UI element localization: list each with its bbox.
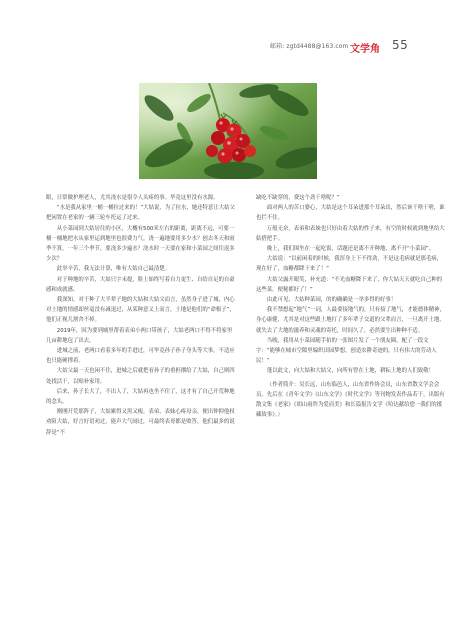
- author-bio: （作者简介：吴长远，山东临邑人，山东省作协会员，山东省散文学会会员，先后在《青年文学》《山东文学》《时代文学》等刊物发表作品若干，出版有散文集《老家》《胡山雨炸为爱而美》和长篇报告文学《哈达献给您一我们的援藏故事》。）: [256, 381, 445, 419]
- page-number: 55: [392, 38, 409, 52]
- paragraph: 蓬以此文，向大姑和大姑父，向所有曾在土地，耕耘土地的人们致敬！: [266, 368, 434, 375]
- paragraph: 当晚，我用从小菜园随手拍的一张图片发了一个朋友圈，配了一段文字：“能够在城市空隙里编织田园梦想，创造农耕奇迹的，只有伟大的劳动人民！”: [256, 337, 437, 365]
- paragraph: 从小菜园到大姑居住的小区，大概有500米左右的距离，距离不远，可要一桶一桶地把水从家里运到地里也很费力气。浇一遍地要用多少水？创去冬天和雨季不算，一年三个季节，要浇多少遍水？浇水时一天要在家和小菜园之间往返多少次？: [46, 225, 235, 263]
- paragraph: 大姑说：“以前闲着的时候，我浑身上下不得劲，不是这毛病就是那毛病，现在好了，血糖都降下来了！”: [256, 256, 443, 273]
- editor-email: 邮箱: zgtd4488@163.com: [270, 43, 349, 50]
- paragraph: 后来，孙子长大了，不出人了，大姑再也坐不住了，这才有了自己开荒种地的念头。: [46, 388, 235, 406]
- paragraph: 面对两人的苦口婆心，大姑是这个耳朵进那个耳朵出，然后该干啥干啥，谁也拦不住。: [256, 205, 445, 222]
- page-header: [0, 0, 450, 60]
- paragraph: 我深知，对于种了大半辈子地的大姑和大姑父而言，虽然身子进了城，内心对土地的情感却丝毫没有减退过，从某种意义上而言，土地是他们的“命根子”，他们正视儿割舍不掉。: [46, 297, 235, 324]
- paragraph: 缺吃不缺穿的，费这个劲干啥呢？”: [256, 195, 340, 201]
- paragraph: 我不禁想起“地气”一词，人最要接地气的，只有接了地气，才能德体精神，身心康健，尤其是对这些跟土地打了多年辈子交道的父辈而言，一旦离开土地，就失去了大地的滋养和灵魂的寄托，时间久了，必然要生出种种不适。: [256, 307, 445, 334]
- paragraph: 万般无奈，表弟和表妹也只好由着大姑的性子来，有空的时候就到地里给大姑搭把手。: [256, 225, 445, 242]
- paragraph: 由此可见，大姑种菜园，的的确确是一举多得的好事！: [266, 297, 397, 304]
- paragraph: 进城之前，老两口看着多年的手进过，可毕竟孙子孙子身头等大事，不适应也只能硬撑着。: [46, 348, 235, 365]
- paragraph: “水是我从家里一桶一桶拉过来的！”大姑说，为了拉水，她还特意让大姑父把闲置在老家的一辆三轮车托运了过来。: [46, 205, 235, 222]
- paragraph: 大姑父最一天也闲不住，进城之后就把看孙子的重担撂给了大姑，自己则四处找活干，以贴补家用。: [46, 368, 235, 385]
- paragraph: 对于种地的辛苦，大姑只字未提，脸上始终写着自力更生、自给自足的自豪感和成就感。: [46, 276, 235, 293]
- article-left-column: [46, 193, 236, 438]
- paragraph: 晚上，我们围坐在一起吃饭，话题还是离不开种地、离不开“小菜园”。: [266, 246, 435, 253]
- section-title: 文学角: [350, 44, 380, 55]
- paragraph: 大姑父露开眼笑，补充道：“不光血糖降下来了，你大姑天天就吃自己种的这些菜，便秘都好了！”: [256, 276, 443, 293]
- tomato-vine-photo: [139, 83, 317, 179]
- paragraph: 2019年，因为要到城里帮着表弟小两口带孩子，大姑老两口不得不将家里几亩耕地包了出去。: [46, 327, 233, 344]
- paragraph: 眼，日常做护理老人，尤其浇水是很令人头疼的事。毕竟这里没有水源。: [46, 195, 219, 201]
- paragraph: 刚刚开荒那阵子，大姑累得又黑又瘦。表弟、表妹心疼母亲，便出钟抑他权劝阻大姑，好言好语劝过，能声大气闹过，可最终表哥都是败答，他们最多的说辞是“不: [46, 409, 235, 436]
- article-right-column: [256, 193, 446, 420]
- paragraph: 此举辛苦，我无法计算，唯有大姑自己最清楚。: [56, 266, 171, 273]
